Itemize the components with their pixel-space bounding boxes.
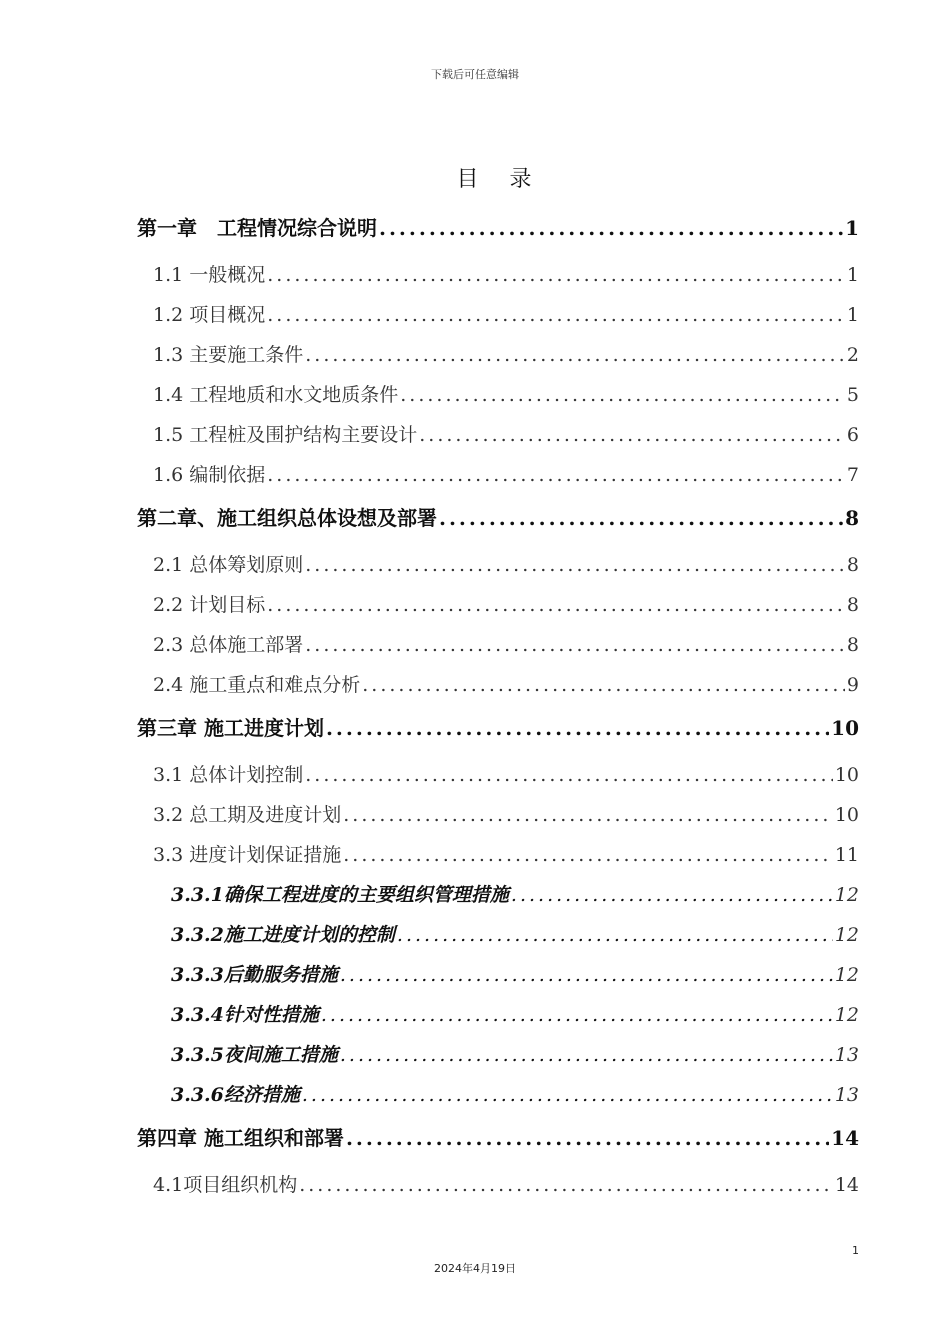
footer-date: 2024年4月19日 xyxy=(434,1262,516,1275)
dot-leader xyxy=(362,665,845,705)
toc-entry-3-3-5[interactable] xyxy=(137,1035,859,1075)
toc-entry-page: 12 xyxy=(834,964,859,986)
dot-leader xyxy=(299,1165,833,1205)
toc-entry-4-1[interactable] xyxy=(137,1165,859,1205)
toc-entry-page: 14 xyxy=(831,1126,859,1150)
dot-leader xyxy=(343,835,833,875)
toc-entry-page: 12 xyxy=(834,884,859,906)
toc-entry-page: 9 xyxy=(846,674,859,696)
toc-entry-text: 2.2 计划目标 xyxy=(153,594,266,616)
dot-leader xyxy=(305,545,845,585)
dot-leader xyxy=(340,955,833,995)
toc-entry-text: 3.3.5夜间施工措施 xyxy=(171,1044,338,1066)
table-of-contents xyxy=(137,205,859,1205)
toc-entry-page: 5 xyxy=(846,384,859,406)
toc-entry-chapter-4[interactable] xyxy=(137,1115,859,1165)
toc-entry-text: 2.3 总体施工部署 xyxy=(153,634,304,656)
dot-leader xyxy=(267,585,845,625)
toc-entry-2-3[interactable] xyxy=(137,625,859,665)
toc-entry-1-4[interactable] xyxy=(137,375,859,415)
toc-entry-text: 第一章 工程情况综合说明 xyxy=(137,216,377,240)
header-note: 下载后可任意编辑 xyxy=(431,68,519,81)
dot-leader xyxy=(419,415,845,455)
dot-leader xyxy=(267,295,845,335)
toc-entry-1-1[interactable] xyxy=(137,255,859,295)
toc-entry-page: 2 xyxy=(846,344,859,366)
dot-leader xyxy=(305,755,833,795)
toc-entry-page: 11 xyxy=(834,844,859,866)
toc-entry-1-2[interactable] xyxy=(137,295,859,335)
toc-entry-chapter-3[interactable] xyxy=(137,705,859,755)
toc-entry-3-3[interactable] xyxy=(137,835,859,875)
toc-entry-text: 第四章 施工组织和部署 xyxy=(137,1126,344,1150)
toc-entry-chapter-1[interactable] xyxy=(137,205,859,255)
toc-entry-text: 1.4 工程地质和水文地质条件 xyxy=(153,384,399,406)
page-number: 1 xyxy=(852,1244,859,1257)
dot-leader xyxy=(340,1035,833,1075)
toc-entry-page: 14 xyxy=(834,1174,859,1196)
dot-leader xyxy=(267,255,845,295)
toc-entry-page: 12 xyxy=(834,924,859,946)
dot-leader xyxy=(343,795,833,835)
dot-leader xyxy=(346,1115,829,1161)
toc-entry-page: 7 xyxy=(846,464,859,486)
toc-entry-page: 1 xyxy=(846,304,859,326)
toc-entry-text: 1.1 一般概况 xyxy=(153,264,266,286)
toc-entry-text: 2.1 总体筹划原则 xyxy=(153,554,304,576)
dot-leader xyxy=(302,1075,833,1115)
toc-entry-text: 3.3 进度计划保证措施 xyxy=(153,844,342,866)
toc-entry-3-3-1[interactable] xyxy=(137,875,859,915)
toc-entry-text: 3.3.1确保工程进度的主要组织管理措施 xyxy=(171,884,509,906)
toc-entry-page: 8 xyxy=(845,506,859,530)
toc-entry-text: 3.1 总体计划控制 xyxy=(153,764,304,786)
toc-entry-text: 3.3.6经济措施 xyxy=(171,1084,300,1106)
dot-leader xyxy=(305,335,845,375)
toc-entry-text: 1.5 工程桩及围护结构主要设计 xyxy=(153,424,418,446)
dot-leader xyxy=(321,995,833,1035)
toc-entry-text: 3.2 总工期及进度计划 xyxy=(153,804,342,826)
toc-entry-3-3-3[interactable] xyxy=(137,955,859,995)
toc-entry-page: 13 xyxy=(834,1084,859,1106)
toc-entry-page: 10 xyxy=(834,764,859,786)
toc-entry-page: 6 xyxy=(846,424,859,446)
toc-entry-text: 3.3.4针对性措施 xyxy=(171,1004,319,1026)
toc-entry-2-4[interactable] xyxy=(137,665,859,705)
toc-entry-page: 10 xyxy=(834,804,859,826)
toc-entry-2-2[interactable] xyxy=(137,585,859,625)
dot-leader xyxy=(397,915,833,955)
dot-leader xyxy=(305,625,845,665)
toc-entry-chapter-2[interactable] xyxy=(137,495,859,545)
toc-entry-page: 8 xyxy=(846,634,859,656)
toc-entry-page: 1 xyxy=(845,216,859,240)
toc-entry-text: 第二章、施工组织总体设想及部署 xyxy=(137,506,437,530)
toc-entry-text: 1.2 项目概况 xyxy=(153,304,266,326)
toc-entry-3-3-6[interactable] xyxy=(137,1075,859,1115)
toc-entry-1-3[interactable] xyxy=(137,335,859,375)
toc-entry-text: 1.6 编制依据 xyxy=(153,464,266,486)
toc-entry-3-3-4[interactable] xyxy=(137,995,859,1035)
toc-entry-page: 8 xyxy=(846,594,859,616)
toc-entry-1-6[interactable] xyxy=(137,455,859,495)
toc-entry-text: 2.4 施工重点和难点分析 xyxy=(153,674,361,696)
dot-leader xyxy=(379,205,843,251)
toc-entry-text: 1.3 主要施工条件 xyxy=(153,344,304,366)
toc-entry-page: 8 xyxy=(846,554,859,576)
toc-entry-3-1[interactable] xyxy=(137,755,859,795)
toc-entry-text: 3.3.2施工进度计划的控制 xyxy=(171,924,395,946)
toc-entry-3-3-2[interactable] xyxy=(137,915,859,955)
toc-entry-page: 12 xyxy=(834,1004,859,1026)
dot-leader xyxy=(326,705,829,751)
toc-entry-text: 第三章 施工进度计划 xyxy=(137,716,324,740)
toc-entry-page: 1 xyxy=(846,264,859,286)
toc-entry-2-1[interactable] xyxy=(137,545,859,585)
toc-title: 目 录 xyxy=(456,167,544,192)
toc-entry-text: 3.3.3后勤服务措施 xyxy=(171,964,338,986)
dot-leader xyxy=(511,875,833,915)
dot-leader xyxy=(400,375,845,415)
toc-entry-text: 4.1项目组织机构 xyxy=(153,1174,298,1196)
toc-entry-page: 13 xyxy=(834,1044,859,1066)
toc-entry-page: 10 xyxy=(831,716,859,740)
toc-entry-1-5[interactable] xyxy=(137,415,859,455)
dot-leader xyxy=(439,495,843,541)
dot-leader xyxy=(267,455,845,495)
toc-entry-3-2[interactable] xyxy=(137,795,859,835)
